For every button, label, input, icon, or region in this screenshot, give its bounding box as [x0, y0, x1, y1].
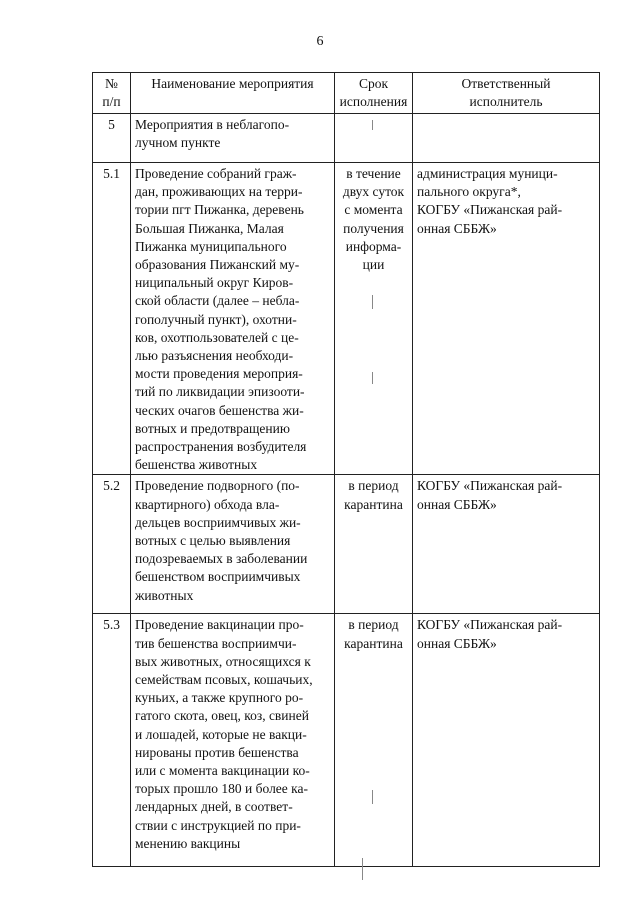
scan-artifact	[372, 790, 373, 804]
row-name: Проведение собраний граж- дан, проживающих на терри- тории пгт Пижанка, деревень Большая Пижанка, Малая Пижанка муниципального образования Пижанский му- ниципальный округ Киров- ской области (далее – небла- гополучный пункт), охотни- ков, охотпользователей с це- лью разъяснения необходи- мости проведения мероприя- тий по ликвидации эпизооти- ческих очагов бешенства жи- вотных и предотвращению распространения возбудителя бешенства животных	[131, 163, 335, 475]
table-header-row	[93, 73, 600, 114]
table-row	[93, 114, 600, 163]
row-term: в период карантина	[335, 614, 413, 867]
header-num-text: № п/п	[102, 76, 121, 110]
row-num: 5.3	[93, 614, 131, 867]
table-row	[93, 163, 600, 475]
row-resp: администрация муници- пального округа*, КОГБУ «Пижанская рай- онная СББЖ»	[413, 163, 600, 475]
row-resp: КОГБУ «Пижанская рай- онная СББЖ»	[413, 475, 600, 614]
row-term: в период карантина	[335, 475, 413, 614]
header-num	[93, 73, 131, 114]
row-num: 5.1	[93, 163, 131, 475]
row-name: Проведение вакцинации про- тив бешенства восприимчи- вых животных, относящихся к семействам псовых, кошачьих, куньих, а также крупного ро- гатого скота, овец, коз, свиней и лошадей, которые не вакци- нированы против бешенства или с момента вакцинации ко- торых прошло 180 и более ка- лендарных дней, в соответ- ствии с инструкцией по при- менению вакцины	[131, 614, 335, 867]
row-resp: КОГБУ «Пижанская рай- онная СББЖ»	[413, 614, 600, 867]
table-row	[93, 475, 600, 614]
scan-artifact	[372, 120, 373, 130]
row-name: Мероприятия в неблагопо- лучном пункте	[131, 114, 335, 163]
scan-artifact	[362, 858, 363, 880]
row-term	[335, 114, 413, 163]
measures-table	[92, 72, 600, 867]
page-number: 6	[316, 34, 324, 49]
row-num: 5	[93, 114, 131, 163]
header-resp-text: Ответственный исполнитель	[461, 76, 551, 110]
scan-artifact	[372, 295, 373, 309]
header-term-text: Срок исполнения	[339, 76, 408, 110]
header-term	[335, 73, 413, 114]
row-term: в течение двух суток с момента получения информа- ции	[335, 163, 413, 475]
scan-artifact	[372, 372, 373, 384]
row-resp	[413, 114, 600, 163]
header-resp	[413, 73, 600, 114]
table-row	[93, 614, 600, 867]
row-name: Проведение подворного (по- квартирного) обхода вла- дельцев восприимчивых жи- вотных с целью выявления подозреваемых в заболевании бешенством восприимчивых животных	[131, 475, 335, 614]
row-num: 5.2	[93, 475, 131, 614]
header-name-text: Наименование мероприятия	[151, 76, 314, 91]
header-name	[131, 73, 335, 114]
